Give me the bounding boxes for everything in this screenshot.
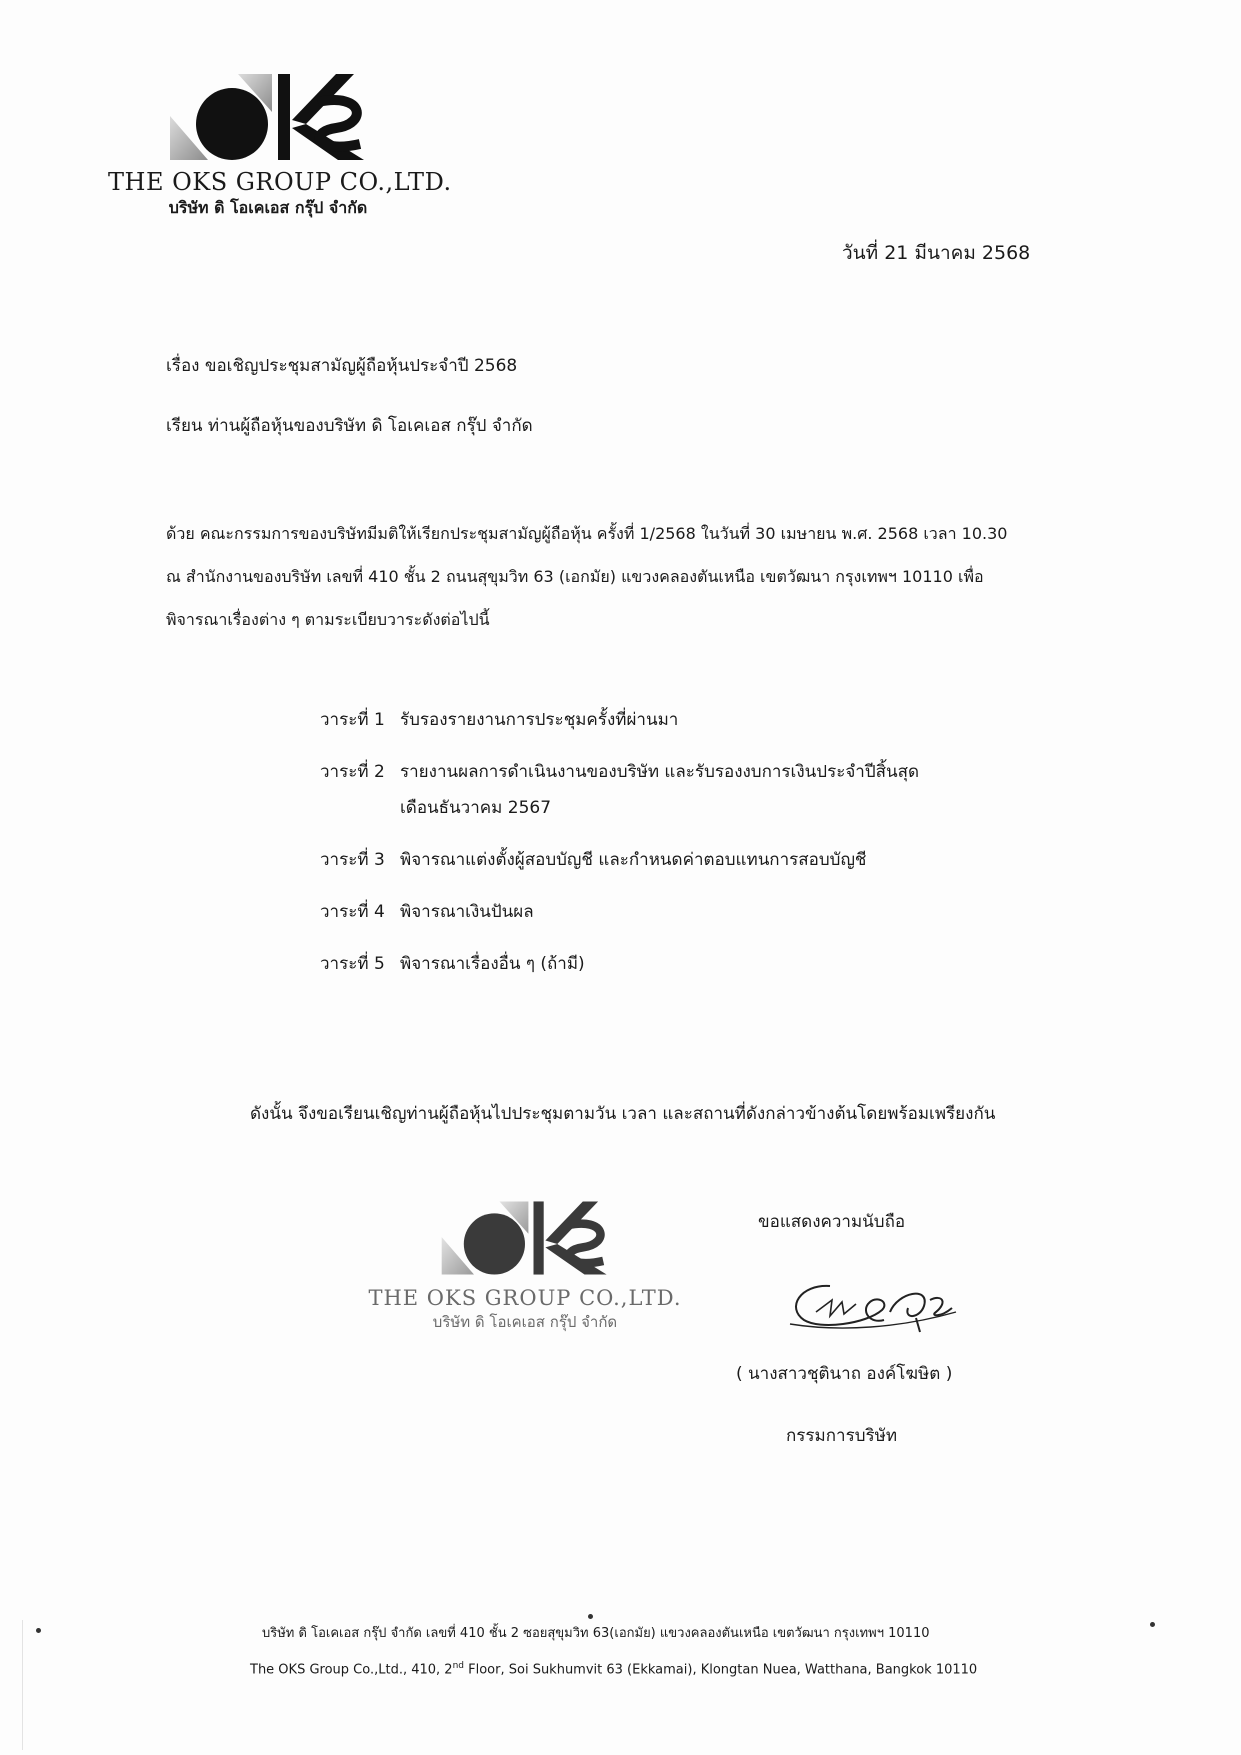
letter-subject: เรื่อง ขอเชิญประชุมสามัญผู้ถือหุ้นประจำปี 2568	[166, 356, 518, 376]
agenda-number: วาระที่ 1	[320, 710, 385, 730]
company-name-en: THE OKS GROUP CO.,LTD.	[108, 168, 452, 196]
letter-recipient: เรียน ท่านผู้ถือหุ้นของบริษัท ดิ โอเคเอส กรุ๊ป จำกัด	[166, 416, 533, 436]
agenda-text: รับรองรายงานการประชุมครั้งที่ผ่านมา	[400, 710, 679, 730]
handwritten-signature	[780, 1272, 960, 1346]
signature-icon	[780, 1272, 960, 1342]
agenda-text: พิจารณาเงินปันผล	[400, 902, 534, 922]
stamp-company-name-th: บริษัท ดิ โอเคเอส กรุ๊ป จำกัด	[432, 1313, 618, 1331]
footer-address-th: บริษัท ดิ โอเคเอส กรุ๊ป จำกัด เลขที่ 410 ชั้น 2 ซอยสุขุมวิท 63(เอกมัย) แขวงคลองตันเหนือ เขตวัฒนา กรุงเทพฯ 10110	[262, 1626, 930, 1641]
agenda-number: วาระที่ 4	[320, 902, 385, 922]
scan-dot-mid	[588, 1614, 593, 1619]
agenda-item	[320, 898, 919, 926]
stamp-company-name-en: THE OKS GROUP CO.,LTD.	[368, 1286, 682, 1310]
scan-edge-line	[22, 1620, 23, 1750]
agenda-item	[320, 846, 919, 874]
scan-dot-right	[1150, 1622, 1155, 1627]
body-line: ณ สำนักงานของบริษัท เลขที่ 410 ชั้น 2 ถนนสุขุมวิท 63 (เอกมัย) แขวงคลองตันเหนือ เขตวัฒนา กรุงเทพฯ 10110 เพื่อ	[166, 567, 984, 586]
footer-address-en	[250, 1661, 977, 1677]
body-line: ด้วย คณะกรรมการของบริษัทมีมติให้เรียกประชุมสามัญผู้ถือหุ้น ครั้งที่ 1/2568 ในวันที่ 30 เมษายน พ.ศ. 2568 เวลา 10.30	[166, 524, 1008, 543]
agenda-item	[320, 706, 919, 734]
footer-address-en-part: Floor, Soi Sukhumvit 63 (Ekkamai), Klongtan Nuea, Watthana, Bangkok 10110	[464, 1662, 978, 1678]
agenda-item	[320, 758, 919, 822]
letter-body	[166, 512, 1116, 641]
agenda-number: วาระที่ 3	[320, 850, 385, 870]
agenda-list	[320, 706, 919, 1002]
oks-stamp-logo-icon	[440, 1198, 610, 1278]
footer-address-en-part: The OKS Group Co.,Ltd., 410, 2	[250, 1662, 453, 1678]
company-logo-header	[108, 72, 452, 221]
scan-dot-left	[36, 1628, 41, 1633]
agenda-text-continued: เดือนธันวาคม 2567	[400, 798, 552, 818]
regards-text: ขอแสดงความนับถือ	[758, 1212, 906, 1232]
letter-closing: ดังนั้น จึงขอเรียนเชิญท่านผู้ถือหุ้นไปประชุมตามวัน เวลา และสถานที่ดังกล่าวข้างต้นโดยพร้อมเพรียงกัน	[250, 1104, 996, 1124]
signer-title: กรรมการบริษัท	[786, 1426, 898, 1446]
agenda-text: รายงานผลการดำเนินงานของบริษัท และรับรองงบการเงินประจำปีสิ้นสุด	[400, 762, 920, 782]
agenda-text: พิจารณาแต่งตั้งผู้สอบบัญชี และกำหนดค่าตอบแทนการสอบบัญชี	[400, 850, 867, 870]
oks-logo-icon	[168, 72, 368, 162]
letter-date: วันที่ 21 มีนาคม 2568	[842, 242, 1031, 264]
company-name-th: บริษัท ดิ โอเคเอส กรุ๊ป จำกัด	[168, 198, 368, 217]
agenda-text: พิจารณาเรื่องอื่น ๆ (ถ้ามี)	[400, 954, 585, 974]
agenda-number: วาระที่ 5	[320, 954, 385, 974]
agenda-number: วาระที่ 2	[320, 762, 385, 782]
body-line: พิจารณาเรื่องต่าง ๆ ตามระเบียบวาระดังต่อไปนี้	[166, 610, 490, 629]
footer-floor-suffix: nd	[452, 1661, 464, 1671]
signer-name: ( นางสาวชุตินาถ องค์โฆษิต )	[736, 1364, 953, 1384]
agenda-item	[320, 950, 919, 978]
company-stamp	[360, 1198, 690, 1334]
